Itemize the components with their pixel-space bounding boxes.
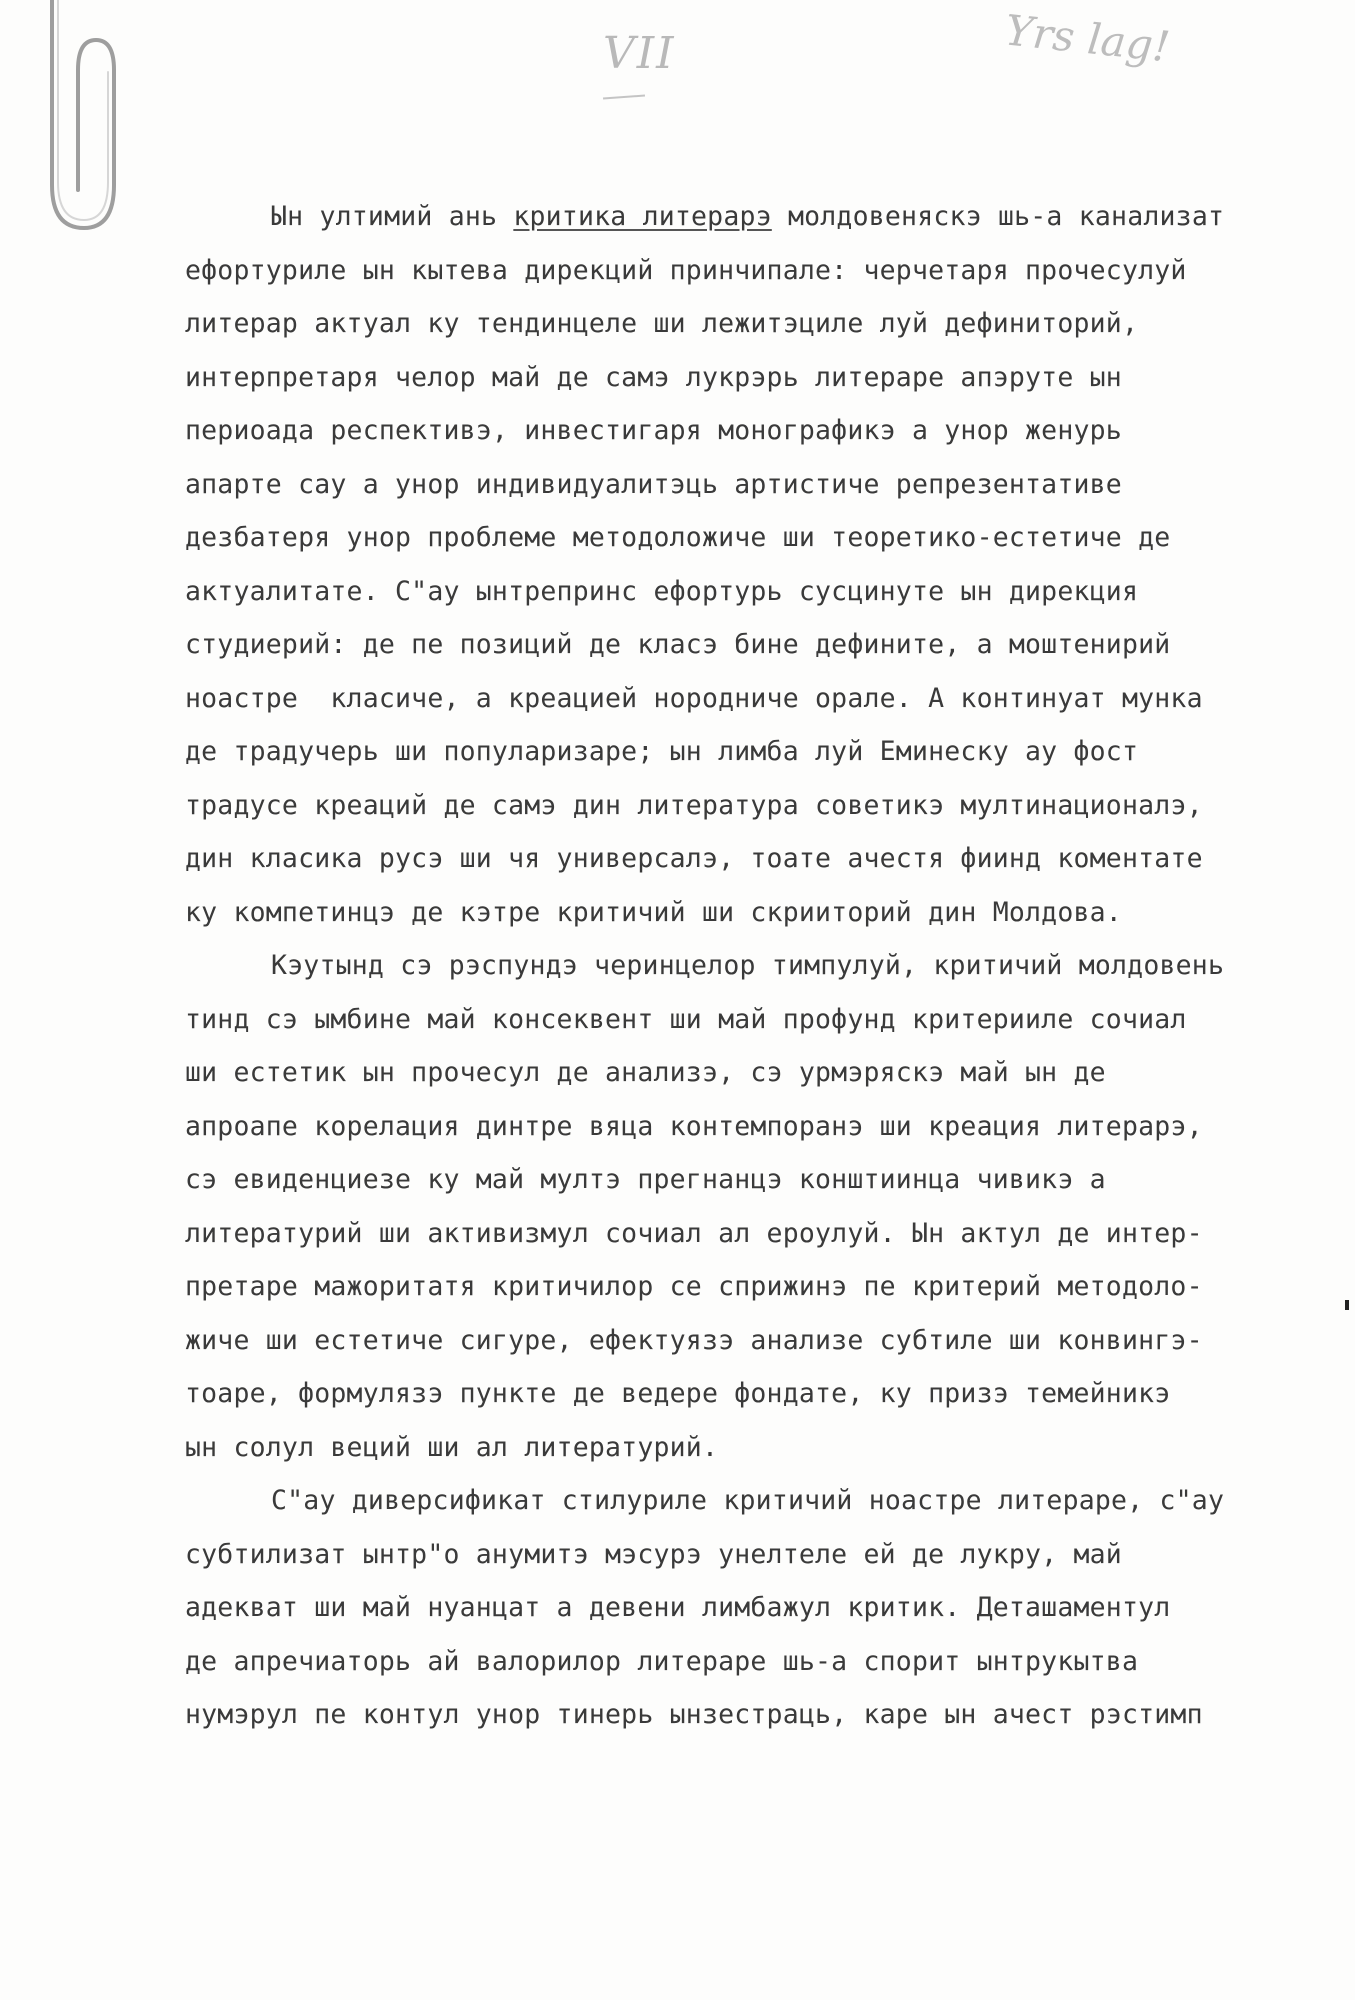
text-line: ку компетинцэ де кэтре критичий ши скрииторий дин Молдова.	[185, 896, 1122, 928]
text-line: традусе креаций де самэ дин литература советикэ мултинационалэ,	[185, 789, 1203, 821]
text-line: периоада респективэ, инвестигаря монографикэ а унор женурь	[185, 415, 1122, 446]
numeral-underline	[603, 95, 645, 100]
text-line: сэ евиденциезе ку май мултэ прегнанцэ конштиинца чивикэ а	[185, 1164, 1106, 1195]
text-line: ноастре класиче, а креацией нородниче орале. А континуат мунка	[185, 682, 1203, 714]
text-line: адекват ши май нуанцат а девени лимбажул критик. Деташаментул	[185, 1592, 1171, 1623]
text-line: тинд сэ ымбине май консеквент ши май профунд критерииле сочиал	[185, 1003, 1187, 1035]
typed-text-body	[185, 190, 1315, 1742]
text-segment: Ын ултимий ань	[271, 201, 514, 232]
text-line: литературий ши активизмул сочиал ал ероулуй. Ын актул де интер-	[185, 1217, 1203, 1249]
handwritten-note: Yrs lag!	[1002, 5, 1173, 72]
paperclip-icon	[34, 0, 124, 240]
text-line: студиерий: де пе позиций де класэ бине дефините, а моштенирий	[185, 629, 1171, 660]
text-line: субтилизат ынтр"о анумитэ мэсурэ унелтеле ей де лукру, май	[185, 1538, 1122, 1570]
text-line: ши естетик ын прочесул де анализэ, сэ урмэряскэ май ын де	[185, 1057, 1106, 1088]
underlined-phrase: критика литерарэ	[513, 201, 772, 232]
text-line: интерпретаря челор май де самэ лукрэрь литераре апэруте ын	[185, 361, 1122, 393]
text-line: нумэрул пе контул унор тинерь ынзестраць, каре ын ачест рэстимп	[185, 1699, 1203, 1730]
text-line: литерар актуал ку тендинцеле ши лежитэциле луй дефиниторий,	[185, 308, 1139, 339]
text-line: де апречиаторь ай валорилор литераре шь-а спорит ынтрукытва	[185, 1645, 1139, 1677]
text-line: апроапе корелация динтре вяца контемпоранэ ши креация литерарэ,	[185, 1110, 1203, 1142]
handwritten-page-numeral: VII	[603, 28, 676, 79]
text-line: дин класика русэ ши чя универсалэ, тоате ачестя фиинд коментате	[185, 843, 1203, 874]
text-line: Кэутынд сэ рэспундэ черинцелор тимпулуй, критичий молдовень	[271, 950, 1225, 981]
text-line: претаре мажоритатя критичилор се сприжинэ пе критерий методоло-	[185, 1271, 1203, 1302]
text-line: ефортуриле ын кытева дирекций принчипале: черчетаря прочесулуй	[185, 254, 1187, 286]
scan-edge-mark	[1345, 1300, 1349, 1310]
text-line: ын солул веций ши ал литературий.	[185, 1431, 719, 1463]
text-line: актуалитате. С"ау ынтрепринс ефортурь сусцинуте ын дирекция	[185, 575, 1139, 607]
text-segment: молдовеняскэ шь-а канализат	[771, 201, 1225, 232]
text-line: жиче ши естетиче сигуре, ефектуязэ анализе субтиле ши конвингэ-	[185, 1324, 1203, 1356]
text-line: апарте сау а унор индивидуалитэць артистиче репрезентативе	[185, 468, 1122, 500]
text-line	[185, 190, 1315, 244]
text-line: де традучерь ши популаризаре; ын лимба луй Еминеску ау фост	[185, 736, 1139, 767]
text-line: С"ау диверсификат стилуриле критичий ноастре литераре, с"ау	[271, 1485, 1225, 1516]
text-line: тоаре, формулязэ пункте де ведере фондате, ку призэ темейникэ	[185, 1378, 1171, 1409]
text-line: дезбатеря унор проблеме методоложиче ши теоретико-естетиче де	[185, 522, 1171, 553]
